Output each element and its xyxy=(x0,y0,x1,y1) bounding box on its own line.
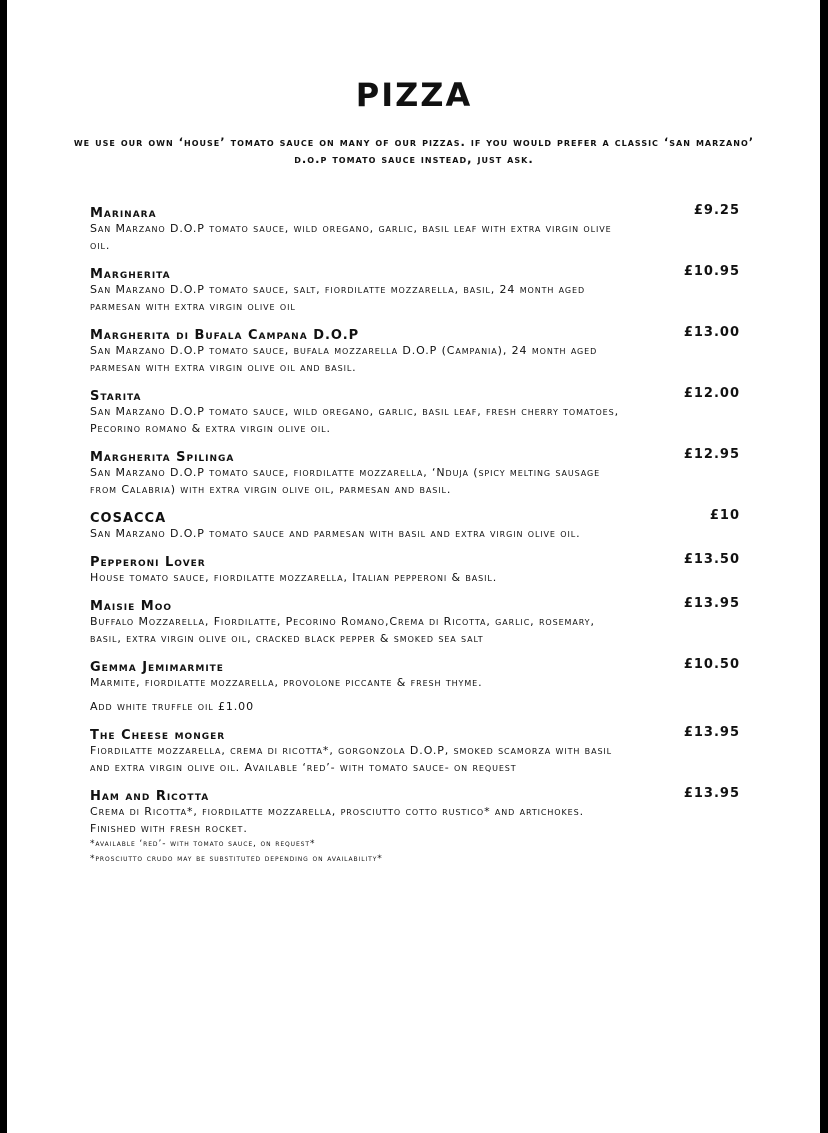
menu-item xyxy=(90,724,740,776)
item-price: £10.95 xyxy=(683,264,740,279)
item-footnote: *available ‘red’- with tomato sauce, on request* xyxy=(90,839,316,849)
item-description: San Marzano D.O.P tomato sauce and parmesan with basil and extra virgin olive oil. xyxy=(90,527,581,540)
item-name: Gemma Jemimarmite xyxy=(90,660,224,675)
item-description: San Marzano D.O.P tomato sauce, bufala mozzarella D.O.P (Campania), 24 month aged parmesan with extra virgin olive oil and basil. xyxy=(90,344,598,374)
menu-item xyxy=(90,656,740,715)
menu-item xyxy=(90,551,740,586)
menu-item xyxy=(90,446,740,498)
item-footnote: *prosciutto crudo may be substituted depending on availability* xyxy=(90,854,383,864)
item-description: Fiordilatte mozzarella, crema di ricotta*, gorgonzola D.O.P, smoked scamorza with basil and extra virgin olive oil. Available ‘red’- with tomato sauce- on request xyxy=(90,744,613,774)
menu-item xyxy=(90,785,740,867)
page-title: PIZZA xyxy=(355,76,473,114)
item-price: £13.50 xyxy=(683,552,740,567)
item-name: Margherita di Bufala Campana D.O.P xyxy=(90,328,360,343)
item-description: San Marzano D.O.P tomato sauce, salt, fiordilatte mozzarella, basil, 24 month aged parmesan with extra virgin olive oil xyxy=(90,283,586,313)
item-extra-note: Add white truffle oil £1.00 xyxy=(90,700,254,713)
item-name: Ham and Ricotta xyxy=(90,789,210,804)
item-name: The Cheese monger xyxy=(90,728,226,743)
menu-item xyxy=(90,385,740,437)
item-price: £10 xyxy=(709,508,740,523)
item-description: San Marzano D.O.P tomato sauce, fiordilatte mozzarella, ‘Nduja (spicy melting sausage from Calabria) with extra virgin olive oil, parmesan and basil. xyxy=(90,466,601,496)
item-price: £12.95 xyxy=(683,447,740,462)
item-description: House tomato sauce, fiordilatte mozzarella, Italian pepperoni & basil. xyxy=(90,571,498,584)
menu-item xyxy=(90,595,740,647)
menu-items xyxy=(90,202,740,867)
item-name: COSACCA xyxy=(90,511,167,526)
item-price: £10.50 xyxy=(683,657,740,672)
menu-item xyxy=(90,202,740,254)
item-price: £13.95 xyxy=(683,725,740,740)
menu-item xyxy=(90,324,740,376)
item-price: £12.00 xyxy=(683,386,740,401)
item-price: £9.25 xyxy=(693,203,740,218)
item-description: San Marzano D.O.P tomato sauce, wild oregano, garlic, basil leaf, fresh cherry tomatoes, Pecorino romano & extra virgin olive oil. xyxy=(90,405,619,435)
item-name: Pepperoni Lover xyxy=(90,555,206,570)
right-edge-bar xyxy=(820,0,828,1133)
item-description: Marmite, fiordilatte mozzarella, provolone piccante & fresh thyme. xyxy=(90,676,483,689)
item-description: Crema di Ricotta*, fiordilatte mozzarella, prosciutto cotto rustico* and artichokes. Finished with fresh rocket. xyxy=(90,805,584,835)
item-name: Starita xyxy=(90,389,142,404)
item-description: San Marzano D.O.P tomato sauce, wild oregano, garlic, basil leaf with extra virgin olive oil. xyxy=(90,222,612,252)
item-name: Maisie Moo xyxy=(90,599,172,614)
item-price: £13.00 xyxy=(683,325,740,340)
item-price: £13.95 xyxy=(683,596,740,611)
menu-item xyxy=(90,263,740,315)
item-name: Margherita xyxy=(90,267,171,282)
item-name: Marinara xyxy=(90,206,157,221)
left-edge-bar xyxy=(0,0,7,1133)
item-name: Margherita Spilinga xyxy=(90,450,235,465)
item-description: Buffalo Mozzarella, Fiordilatte, Pecorino Romano,Crema di Ricotta, garlic, rosemary, basil, extra virgin olive oil, cracked black pepper & smoked sea salt xyxy=(90,615,595,645)
intro-text: we use our own ‘house’ tomato sauce on many of our pizzas. if you would prefer a classic ‘san marzano’ d.o.p tomato sauce instead, just ask. xyxy=(73,135,755,166)
item-price: £13.95 xyxy=(683,786,740,801)
menu-item xyxy=(90,507,740,542)
